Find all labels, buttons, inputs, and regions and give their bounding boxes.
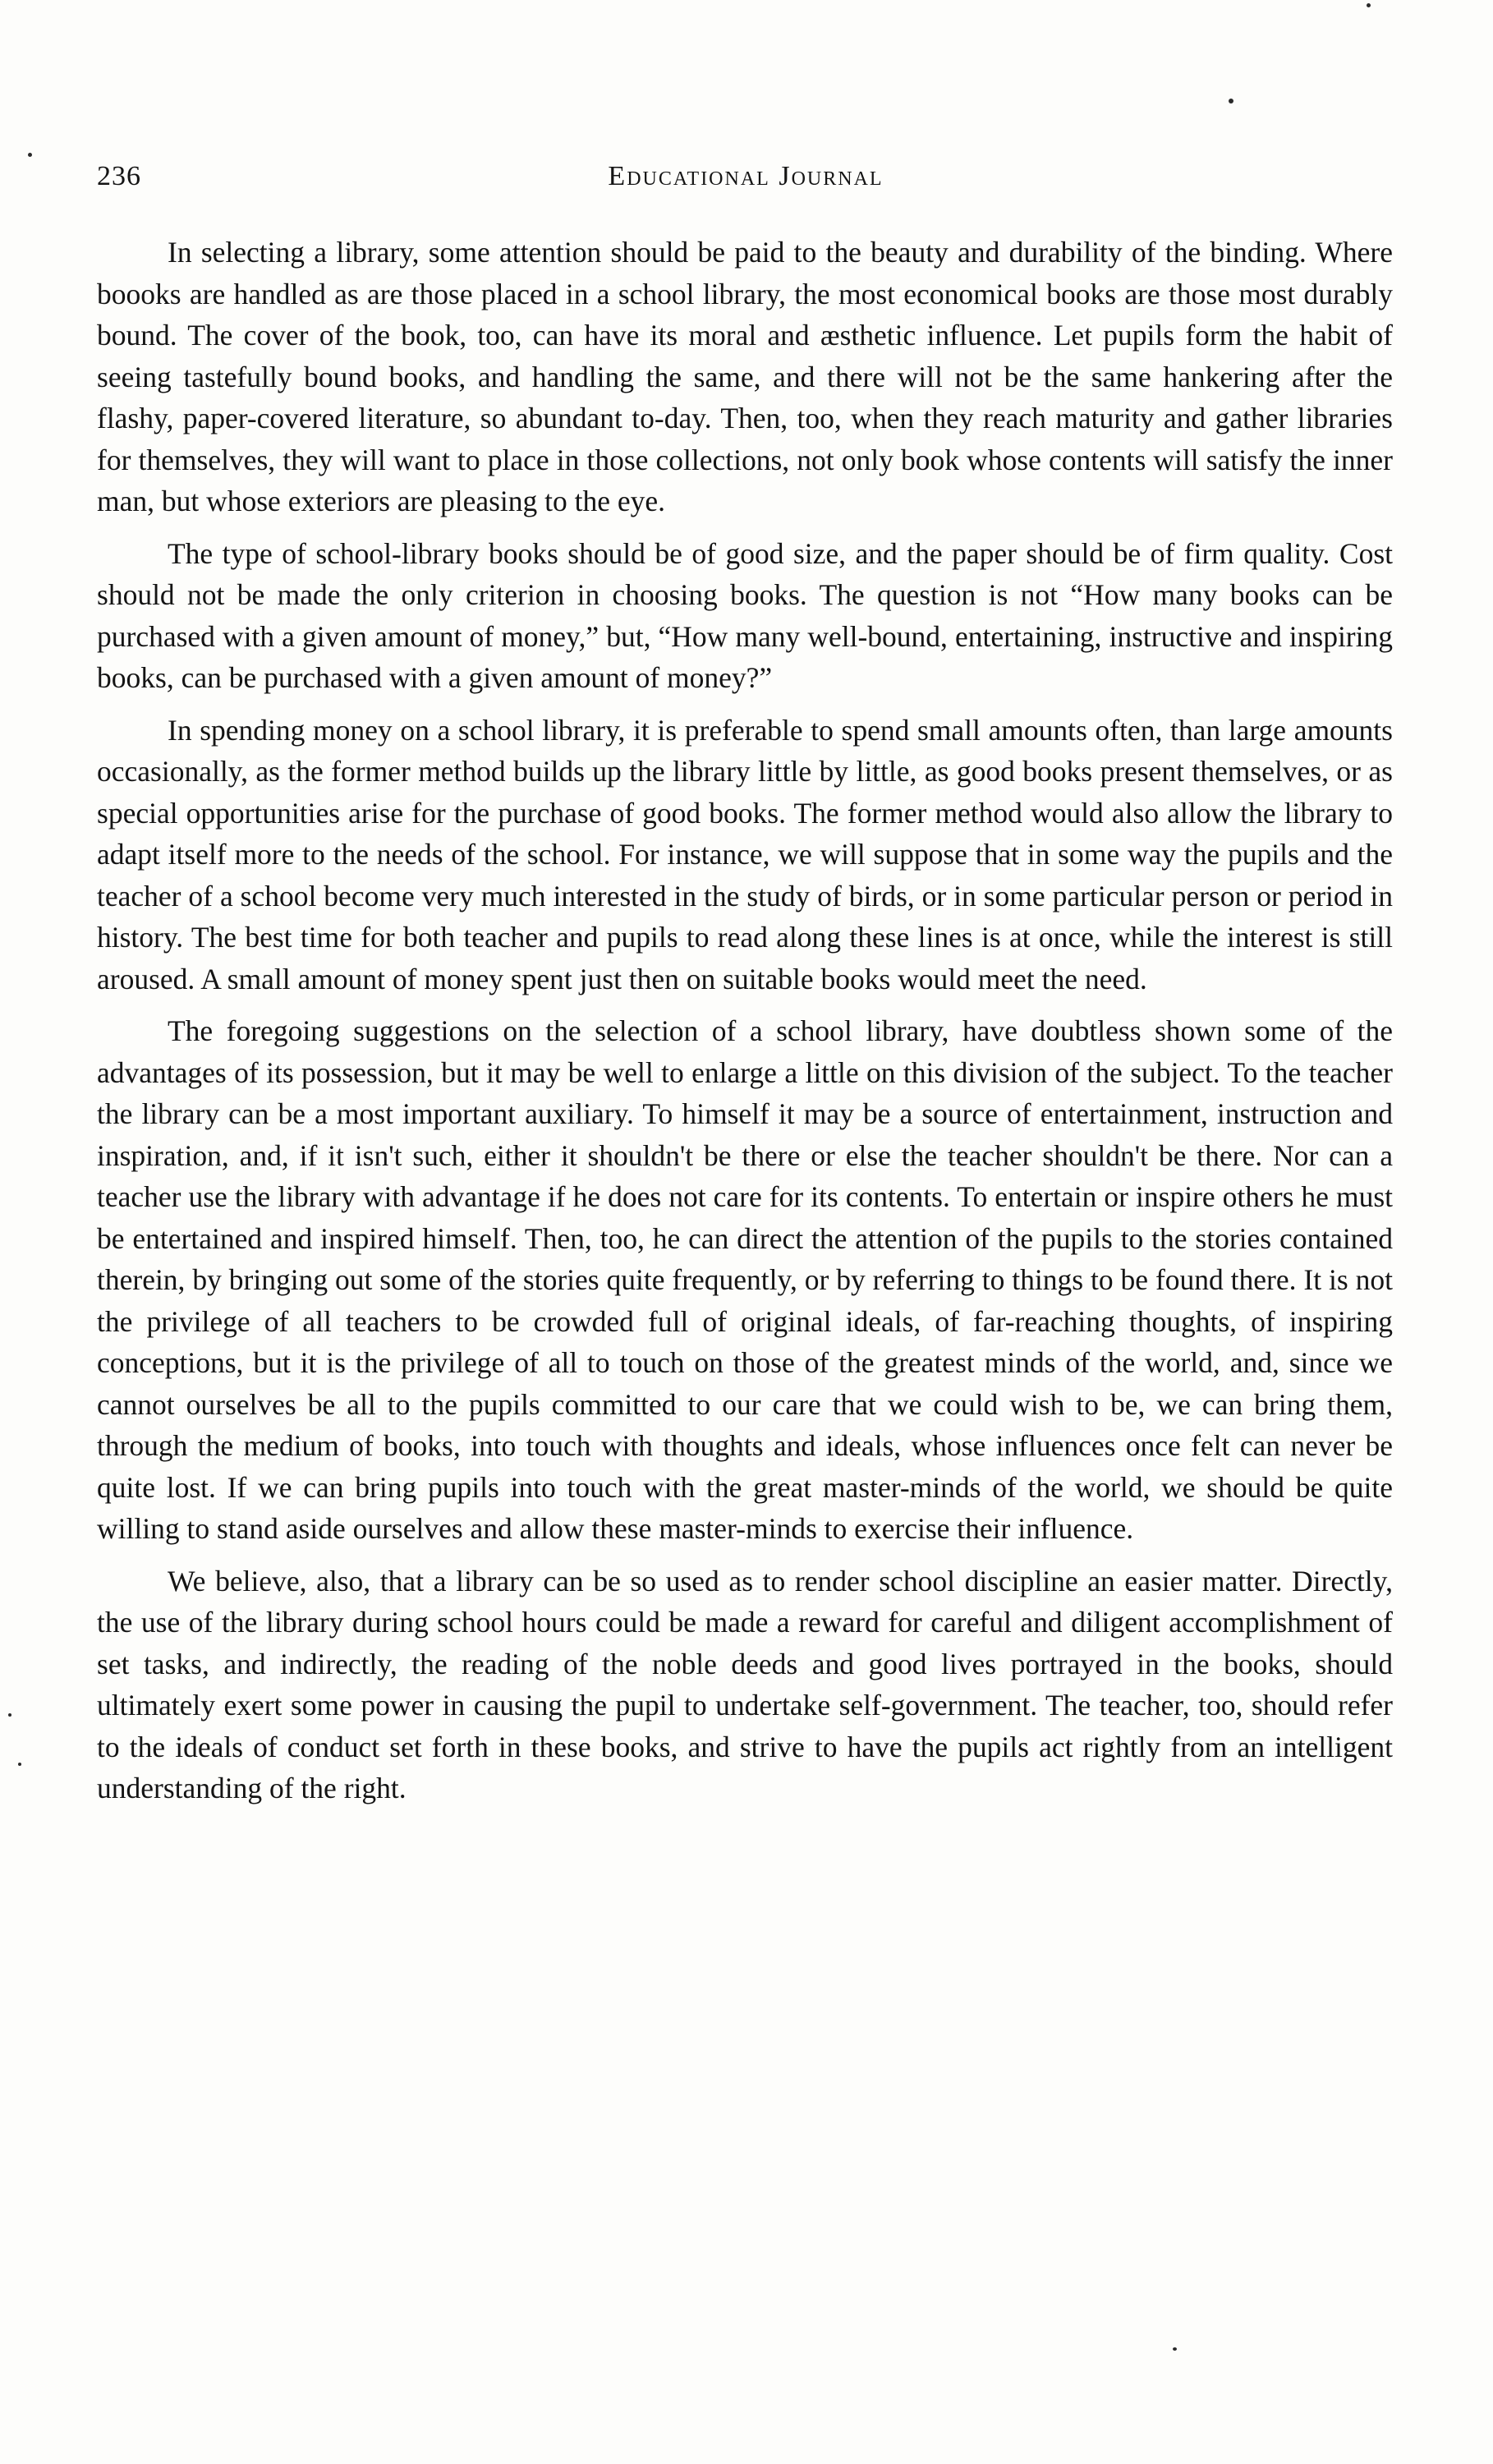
print-speck [1173,2347,1177,2351]
print-speck [18,1763,21,1766]
paragraph-discipline: We believe, also, that a library can be so used as to render school discipline an easier matter. Directly, the use of the library during school hours could be made a reward for careful and diligent accomplishment of set tasks, and indirectly, the reading of the noble deeds and good lives portrayed in the books, should ultimately exert some power in causing the pupil to undertake self-government. The teacher, too, should refer to the ideals of conduct set forth in these books, and strive to have the pupils act rightly from an intelligent understanding of the right. [97,1564,1393,1804]
print-speck [8,1713,11,1717]
page-number: 236 [97,161,141,191]
paragraph-book-quality: The type of school-library books should be of good size, and the paper should be of firm quality. Cost should not be made the only criterion in choosing books. The question is not “How many books can be purchased with a given amount of money,” but, “How many well-bound, entertaining, instructive and inspiring books, can be purchased with a given amount of money?” [97,536,1393,694]
article-body [97,232,1393,1820]
print-speck [1229,99,1233,103]
journal-title: Educational Journal [608,161,884,191]
running-head [97,161,1394,197]
print-speck [1367,3,1371,7]
print-speck [28,153,32,157]
paragraph-teacher-auxiliary: The foregoing suggestions on the selection of a school library, have doubtless shown some of the advantages of its possession, but it may be well to enlarge a little on this division of the subject. To the teacher the library can be a most important auxiliary. To himself it may be a source of entertainment, instruction and inspiration, and, if it isn't such, either it shouldn't be there or else the teacher shouldn't be there. Nor can a teacher use the library with advantage if he does not care for its contents. To entertain or inspire others he must be entertained and inspired himself. Then, too, he can direct the attention of the pupils to the stories contained therein, by bringing out some of the stories quite frequently, or by referring to things to be found there. It is not the privilege of all teachers to be crowded full of original ideals, of far-reaching thoughts, of inspiring conceptions, but it is the privilege of all to touch on those of the greatest minds of the world, and, since we cannot ourselves be all to the pupils committed to our care that we could wish to be, we can bring them, through the medium of books, into touch with thoughts and ideals, whose influences once felt can never be quite lost. If we can bring pupils into touch with the great master-minds of the world, we should be quite willing to stand aside ourselves and allow these master-minds to exercise their influence. [97,1014,1393,1545]
paragraph-binding: In selecting a library, some attention should be paid to the beauty and durability of the binding. Where boooks are handled as are those placed in a school library, the most economical books are those most durably bound. The cover of the book, too, can have its moral and æsthetic influence. Let pupils form the habit of seeing tastefully bound books, and handling the same, and there will not be the same hankering after the flashy, paper-covered literature, so abundant to-day. Then, too, when they reach maturity and gather libraries for themselves, they will want to place in those collections, not only book whose contents will satisfy the inner man, but whose exteriors are pleasing to the eye. [97,236,1393,517]
paragraph-spending: In spending money on a school library, it is preferable to spend small amounts often, than large amounts occasionally, as the former method builds up the library little by little, as good books present themselves, or as special opportunities arise for the purchase of good books. The former method would also allow the library to adapt itself more to the needs of the school. For instance, we will suppose that in some way the pupils and the teacher of a school become very much interested in the study of birds, or in some particular person or period in history. The best time for both teacher and pupils to read along these lines is at once, while the interest is still aroused. A small amount of money spent just then on suitable books would meet the need. [97,713,1393,995]
